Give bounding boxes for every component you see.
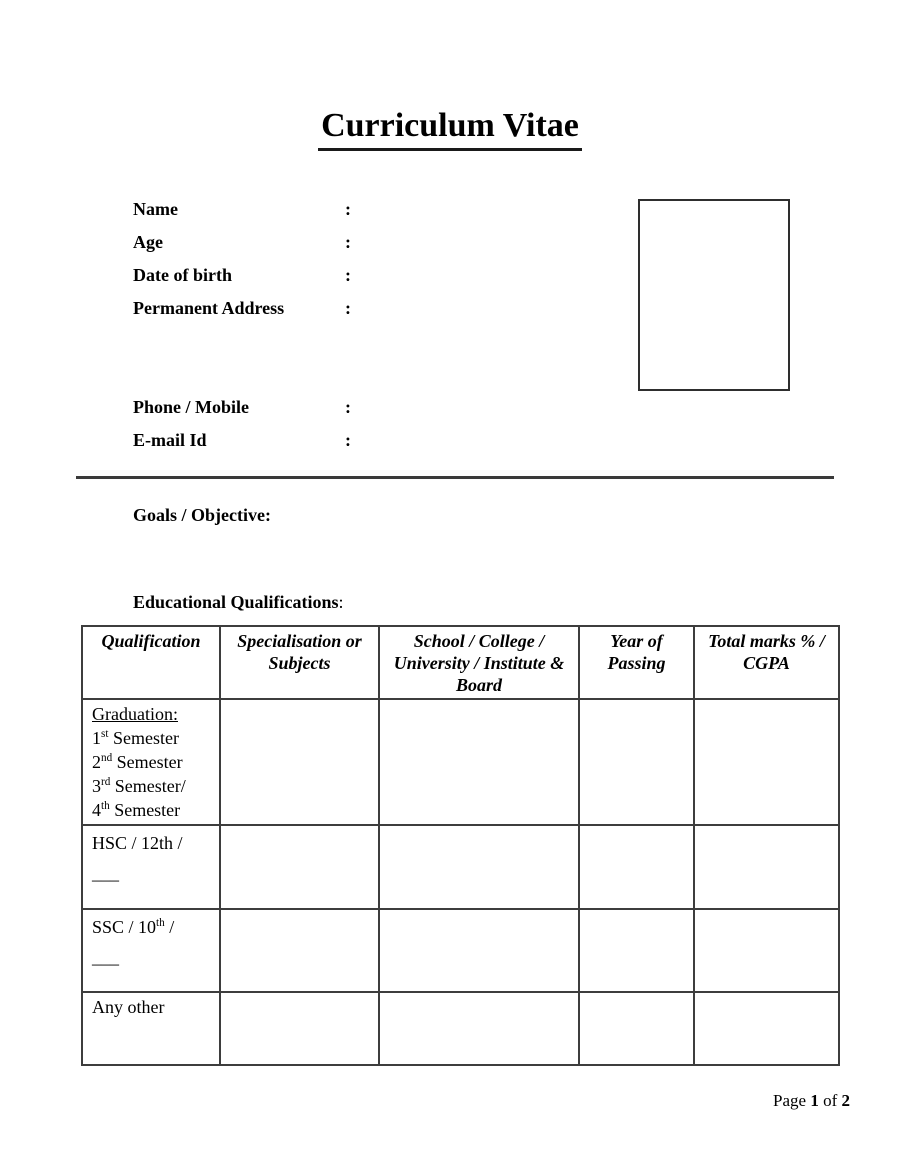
qualification-line: [92, 995, 213, 1019]
text-segment: 1: [92, 728, 101, 748]
qualification-cell: [82, 909, 220, 992]
field-row-date-of-birth: [133, 264, 553, 286]
table-header-cell: School / College / University / Institute & Board: [379, 626, 579, 699]
qualification-cell: [82, 699, 220, 825]
qualification-line: [92, 828, 213, 858]
qualification-cell: [82, 992, 220, 1065]
footer-segment: 1: [810, 1091, 819, 1110]
empty-table-cell: [579, 992, 694, 1065]
qualification-line: [92, 750, 213, 774]
educational-qualifications-heading-text: Educational Qualifications: [133, 592, 339, 612]
goals-objective-heading: Goals / Objective:: [133, 505, 271, 525]
field-row-permanent-address: [133, 297, 553, 319]
text-segment: 3: [92, 776, 101, 796]
table-header-row: [82, 626, 839, 699]
table-header-cell: Total marks % / CGPA: [694, 626, 839, 699]
superscript-text: rd: [101, 776, 111, 788]
empty-table-cell: [579, 909, 694, 992]
field-row-age: [133, 231, 553, 253]
educational-qualifications-table: [81, 625, 840, 1066]
text-segment: HSC / 12th /: [92, 833, 183, 853]
field-colon: :: [345, 298, 351, 318]
superscript-text: st: [101, 728, 109, 740]
empty-table-cell: [220, 825, 379, 909]
table-row: [82, 699, 839, 825]
qualification-cell: [82, 825, 220, 909]
field-label: Phone / Mobile: [133, 397, 249, 417]
text-segment: 2: [92, 752, 101, 772]
qualification-line: [92, 726, 213, 750]
empty-table-cell: [379, 992, 579, 1065]
empty-table-cell: [379, 699, 579, 825]
table-header-row-container: [82, 626, 839, 699]
field-colon: :: [345, 232, 351, 252]
table-row: [82, 909, 839, 992]
table-row: [82, 992, 839, 1065]
empty-table-cell: [694, 909, 839, 992]
text-segment: ___: [92, 863, 119, 883]
empty-table-cell: [220, 992, 379, 1065]
text-segment: Graduation:: [92, 704, 178, 724]
section-divider: [76, 476, 834, 479]
field-colon: :: [345, 430, 351, 450]
field-colon: :: [345, 397, 351, 417]
empty-table-cell: [220, 699, 379, 825]
table-body: [82, 699, 839, 1065]
qualification-line: [92, 702, 213, 726]
table-header-cell: Qualification: [82, 626, 220, 699]
qualification-line: [92, 798, 213, 822]
qualification-line: [92, 774, 213, 798]
field-label: Age: [133, 232, 163, 252]
empty-table-cell: [379, 825, 579, 909]
footer-segment: 2: [841, 1091, 850, 1110]
text-segment: ___: [92, 947, 119, 967]
superscript-text: th: [101, 800, 110, 812]
qualification-line: [92, 858, 213, 888]
text-segment: 4: [92, 800, 101, 820]
table-header-cell: Year of Passing: [579, 626, 694, 699]
empty-table-cell: [694, 992, 839, 1065]
superscript-text: th: [156, 917, 165, 929]
field-row-name: [133, 198, 553, 220]
table-header-cell: Specialisation or Subjects: [220, 626, 379, 699]
field-colon: :: [345, 199, 351, 219]
footer-segment: of: [818, 1091, 842, 1110]
page-title: [0, 106, 900, 151]
page-title-text: Curriculum Vitae: [318, 106, 582, 151]
text-segment: Semester: [108, 728, 179, 748]
field-label: Name: [133, 199, 178, 219]
text-segment: Any other: [92, 997, 165, 1017]
qualification-line: [92, 912, 213, 942]
field-label: Date of birth: [133, 265, 232, 285]
empty-table-cell: [220, 909, 379, 992]
field-colon: :: [345, 265, 351, 285]
empty-table-cell: [694, 825, 839, 909]
field-label: Permanent Address: [133, 298, 285, 318]
page-number: [773, 1090, 850, 1111]
photo-box: [638, 199, 790, 391]
qualification-line: [92, 942, 213, 972]
superscript-text: nd: [101, 752, 113, 764]
field-row-phone-mobile: [133, 396, 553, 418]
table-row: [82, 825, 839, 909]
educational-qualifications-heading: [133, 592, 344, 613]
text-segment: Semester/: [110, 776, 186, 796]
footer-segment: Page: [773, 1091, 811, 1110]
text-segment: SSC / 10: [92, 917, 157, 937]
empty-table-cell: [579, 699, 694, 825]
empty-table-cell: [579, 825, 694, 909]
educational-qualifications-heading-colon: :: [338, 592, 344, 612]
empty-table-cell: [379, 909, 579, 992]
text-segment: Semester: [109, 800, 181, 820]
empty-table-cell: [694, 699, 839, 825]
field-label: E-mail Id: [133, 430, 207, 450]
text-segment: Semester: [112, 752, 183, 772]
field-row-e-mail-id: [133, 429, 553, 451]
text-segment: /: [164, 917, 175, 937]
